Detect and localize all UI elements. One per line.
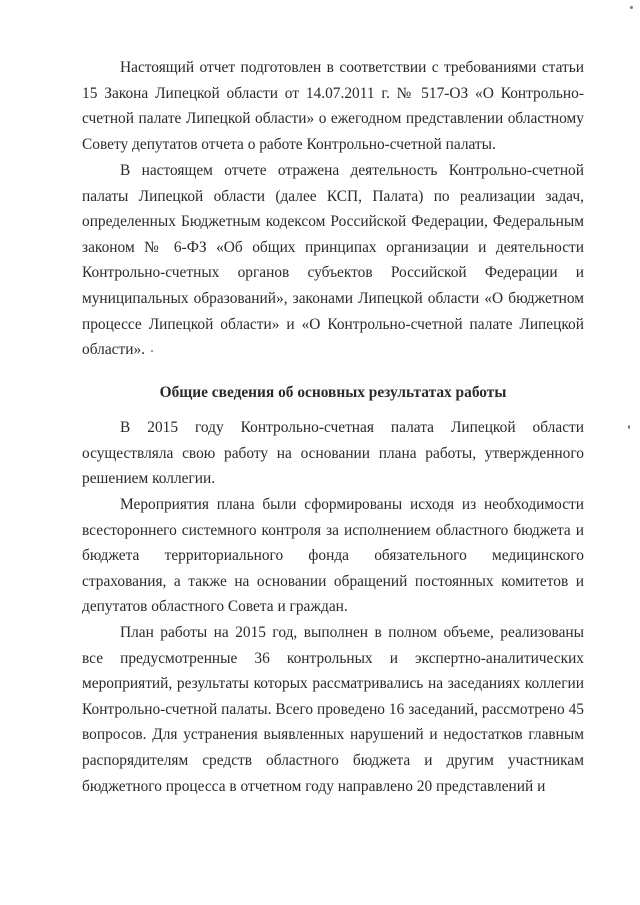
section-paragraph-1: В 2015 году Контрольно-счетная палата Липецкой области осуществляла свою работу на основании плана работы, утвержденного решением коллегии. <box>82 419 584 488</box>
section-heading: Общие сведения об основных результатах работы <box>159 384 507 401</box>
intro-paragraph-1: Настоящий отчет подготовлен в соответствии с требованиями статьи 15 Закона Липецкой области от 14.07.2011 г. № 517-ОЗ «О Контрольно-счетной палате Липецкой области» о ежегодном представлении областному Совету депутатов отчета о работе Контрольно-счетной палаты. <box>82 59 584 153</box>
section-paragraph-2: Мероприятия плана были сформированы исходя из необходимости всестороннего системного контроля за исполнением областного бюджета и бюджета территориального фонда обязательного медицинского страхования, а также на основании обращений постоянных комитетов и депутатов областного Совета и граждан. <box>82 496 584 616</box>
intro-paragraph-2: В настоящем отчете отражена деятельность Контрольно-счетной палаты Липецкой области (далее КСП, Палата) по реализации задач, определенных Бюджетным кодексом Российской Федерации, Федеральным законом № 6-ФЗ «Об общих принципах организации и деятельности Контрольно-счетных органов субъектов Российской Федерации и муниципальных образований», законами Липецкой области «О бюджетном процессе Липецкой области» и «О Контрольно-счетной палате Липецкой области». <box>82 162 584 359</box>
scan-speck <box>630 6 633 9</box>
scan-speck <box>628 425 630 429</box>
scan-speck <box>151 350 153 352</box>
section-paragraph-3: План работы на 2015 год, выполнен в полном объеме, реализованы все предусмотренные 36 контрольных и экспертно-аналитических мероприятий, результаты которых рассматривались на заседаниях коллегии Контрольно-счетной палаты. Всего проведено 16 заседаний, рассмотрено 45 вопросов. Для устранения выявленных нарушений и недостатков главным распорядителям средств областного бюджета и другим участникам бюджетного процесса в отчетном году направлено 20 представлений и <box>82 624 584 795</box>
